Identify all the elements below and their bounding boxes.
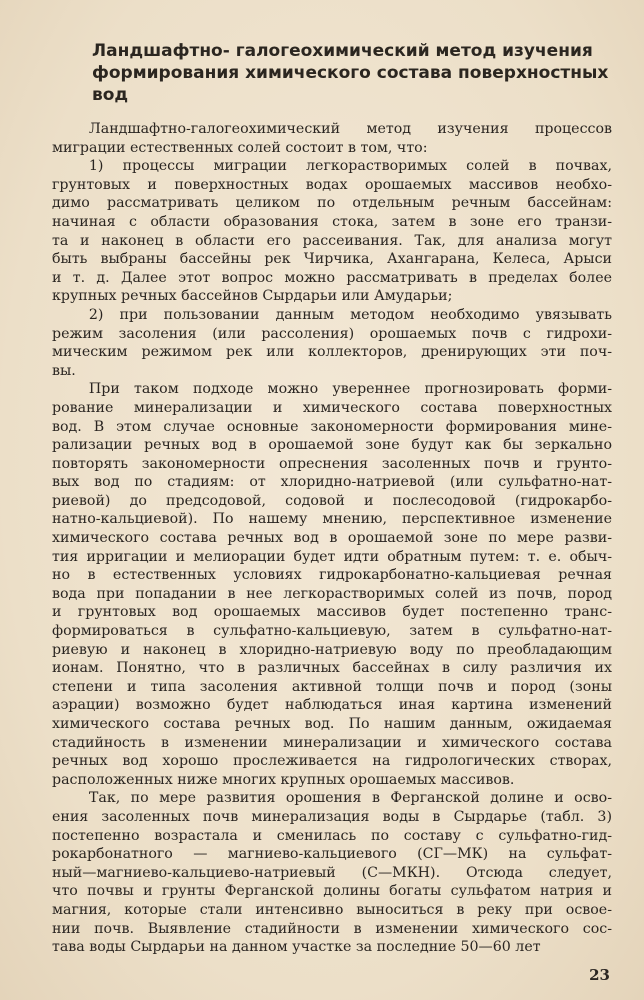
text-line: стадийность в изменении минерализации и химического состава bbox=[52, 734, 612, 751]
text-line: речных вод хорошо прослеживается на гидрологических створах, bbox=[52, 753, 612, 770]
body-text bbox=[52, 120, 612, 957]
text-line: Так, по мере развития орошения в Ферганской долине и осво- bbox=[88, 790, 612, 807]
text-line: расположенных ниже многих крупных орошаемых массивов. bbox=[52, 771, 515, 788]
text-line: риевой) до предсодовой, содовой и послесодовой (гидрокарбо- bbox=[52, 492, 612, 509]
text-line: рализации речных вод в орошаемой зоне будут как бы зеркально bbox=[52, 437, 612, 454]
text-line: нии почв. Выявление стадийности в изменении химического сос- bbox=[52, 920, 612, 937]
paragraph bbox=[52, 120, 612, 157]
title-line: вод bbox=[92, 85, 129, 105]
text-line: рокарбонатного — магниево-кальциевого (СГ—МК) на сульфат- bbox=[52, 846, 612, 863]
paragraph bbox=[52, 789, 612, 956]
text-line: та и наконец в области его рассеивания. Так, для анализа могут bbox=[52, 232, 612, 249]
text-line: вых вод по стадиям: от хлоридно-натриевой (или сульфатно-нат- bbox=[52, 474, 612, 491]
text-line: но в естественных условиях гидрокарбонатно-кальциевая речная bbox=[52, 567, 612, 584]
text-line: начиная с области образования стока, затем в зоне его транзи- bbox=[52, 213, 612, 230]
text-line: степени и типа засоления активной толщи почв и пород (зоны bbox=[52, 678, 612, 695]
text-line: ный—магниево-кальциево-натриевый (С—МКН). Отсюда следует, bbox=[52, 864, 612, 881]
text-line: режим засоления (или рассоления) орошаемых почв с гидрохи- bbox=[52, 325, 612, 342]
text-line: ения засоленных почв минерализация воды в Сырдарье (табл. 3) bbox=[52, 808, 612, 825]
text-line: и грунтовых вод орошаемых массивов будет постепенно транс- bbox=[52, 604, 612, 621]
text-line: что почвы и грунты Ферганской долины богаты сульфатом натрия и bbox=[52, 883, 612, 900]
paragraph bbox=[52, 380, 612, 789]
text-line: вы. bbox=[52, 362, 76, 379]
text-line: тава воды Сырдарьи на данном участке за последние 50—60 лет bbox=[52, 939, 541, 956]
text-line: натно-кальциевой). По нашему мнению, перспективное изменение bbox=[52, 511, 612, 528]
text-line: быть выбраны бассейны рек Чирчика, Ахангарана, Келеса, Арыси bbox=[52, 251, 612, 268]
text-line: димо рассматривать целиком по отдельным речным бассейнам: bbox=[52, 195, 612, 212]
text-line: 2) при пользовании данным методом необходимо увязывать bbox=[88, 306, 612, 323]
paragraph bbox=[52, 157, 612, 306]
text-line: Ландшафтно-галогеохимический метод изучения процессов bbox=[88, 121, 612, 137]
text-line: мическим режимом рек или коллекторов, дренирующих эти поч- bbox=[52, 344, 612, 361]
text-line: аэрации) возможно будет наблюдаться иная картина изменений bbox=[52, 697, 612, 714]
section-title bbox=[92, 40, 612, 106]
text-line: химического состава речных вод. По нашим данным, ожидаемая bbox=[52, 716, 612, 732]
text-line: и т. д. Далее этот вопрос можно рассматривать в пределах более bbox=[52, 269, 612, 286]
text-line: грунтовых и поверхностных водах орошаемых массивов необхо- bbox=[52, 176, 612, 193]
title-line: формирования химического состава поверхностных bbox=[92, 63, 609, 83]
text-line: миграции естественных солей состоит в том, что: bbox=[52, 139, 428, 156]
text-line: При таком подходе можно увереннее прогнозировать форми- bbox=[88, 381, 612, 398]
text-line: магния, которые стали интенсивно выноситься в реку при освое- bbox=[52, 901, 612, 918]
paragraph bbox=[52, 306, 612, 380]
title-line: Ландшафтно- галогеохимический метод изучения bbox=[92, 41, 593, 61]
text-line: химического состава речных вод в орошаемой зоне по мере разви- bbox=[52, 530, 612, 547]
text-line: постепенно возрастала и сменилась по составу с сульфатно-гид- bbox=[52, 827, 612, 844]
text-line: рование минерализации и химического состава поверхностных bbox=[52, 399, 612, 416]
text-line: ионам. Понятно, что в различных бассейнах в силу различия их bbox=[52, 660, 612, 677]
text-line: повторять закономерности опреснения засоленных почв и грунто- bbox=[52, 455, 612, 472]
page-number: 23 bbox=[589, 966, 610, 984]
text-line: риевую и наконец в хлоридно-натриевую воду по преобладающим bbox=[52, 641, 612, 658]
text-line: вод. В этом случае основные закономерности формирования мине- bbox=[52, 418, 612, 435]
text-line: вода при попадании в нее легкорастворимых солей из почв, пород bbox=[52, 585, 612, 602]
text-line: крупных речных бассейнов Сырдарьи или Амударьи; bbox=[52, 288, 453, 305]
text-line: формироваться в сульфатно-кальциевую, затем в сульфатно-нат- bbox=[52, 623, 612, 640]
text-line: 1) процессы миграции легкорастворимых солей в почвах, bbox=[88, 158, 612, 175]
text-line: тия ирригации и мелиорации будет идти обратным путем: т. е. обыч- bbox=[52, 548, 612, 565]
